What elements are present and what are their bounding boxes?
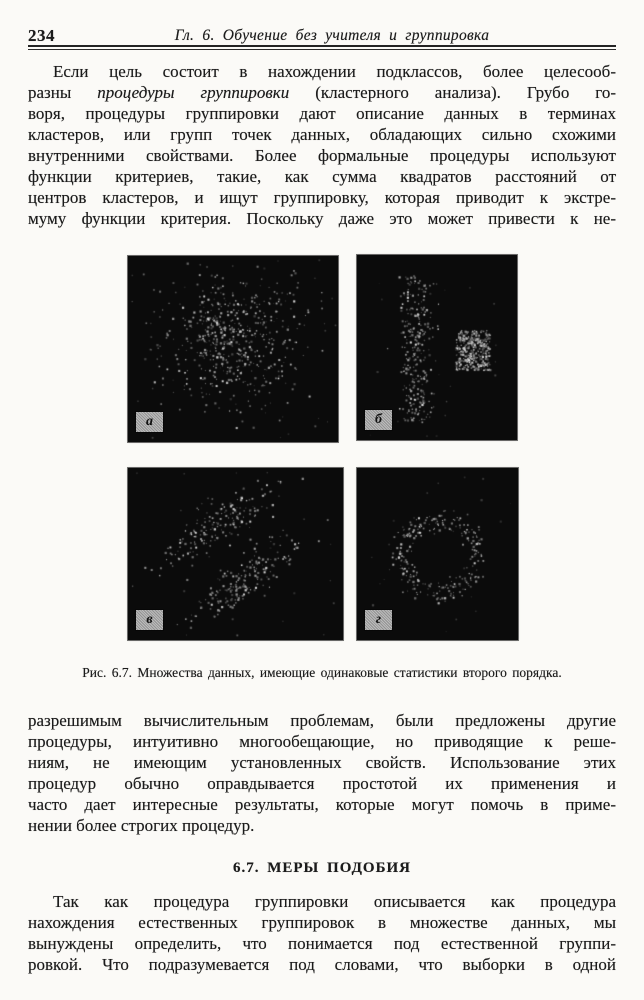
panel-label-a xyxy=(136,412,163,432)
text-line: процедуры, интуитивно многообещающие, но приводящие к реше- xyxy=(28,732,616,751)
panel-letter: б xyxy=(375,412,382,427)
panel-label-g xyxy=(365,610,392,630)
panel-letter: а xyxy=(146,414,153,429)
text-segment: (кластерного анализа). Грубо го- xyxy=(289,83,616,102)
scatter-panel-b xyxy=(357,255,517,440)
scatter-panel-v xyxy=(128,468,343,640)
panel-letter: г xyxy=(375,612,382,627)
text-line: разрешимым вычислительным проблемам, были предложены другие xyxy=(28,711,616,730)
section-heading: 6.7. МЕРЫ ПОДОБИЯ xyxy=(232,860,412,876)
paragraph-2 xyxy=(28,710,616,836)
text-line: часто дает интересные результаты, которые могут помочь в приме- xyxy=(28,795,616,814)
text-line: воря, процедуры группировки дают описание данных в терминах xyxy=(28,104,616,123)
text-line: вынуждены определить, что понимается под естественной группи- xyxy=(28,934,616,953)
text-line: функции критериев, такие, как сумма квадратов расстояний от xyxy=(28,167,616,186)
text-line: нахождения естественных группировок в множестве данных, мы xyxy=(28,913,616,932)
text-line xyxy=(28,82,616,103)
panel-letter: в xyxy=(146,612,153,627)
figure-caption: Рис. 6.7. Множества данных, имеющие одинаковые статистики второго порядка. xyxy=(82,665,562,680)
text-segment: разны xyxy=(28,83,98,102)
paragraph-3 xyxy=(28,891,616,975)
running-head: Гл. 6. Обучение без учителя и группировка xyxy=(174,27,490,44)
text-line: Если цель состоит в нахождении подклассов, более целесооб- xyxy=(53,62,616,81)
text-line: ровкой. Что подразумевается под словами, что выборки в одной xyxy=(28,955,616,974)
italic-term: процедуры группировки xyxy=(97,83,290,102)
text-line: центров кластеров, и ищут группировку, которая приводит к экстре- xyxy=(28,188,616,207)
text-line: Так как процедура группировки описывается как процедура xyxy=(53,892,616,911)
paragraph-1 xyxy=(28,61,616,229)
text-line: нении более строгих процедур. xyxy=(28,816,255,835)
page-number: 234 xyxy=(28,26,55,45)
text-line: внутренними свойствами. Более формальные процедуры используют xyxy=(28,146,616,165)
header-rule xyxy=(28,45,616,50)
text-line: процедур обычно оправдывается простотой их применения и xyxy=(28,774,616,793)
panel-label-v xyxy=(136,610,163,630)
scatter-panel-g xyxy=(357,468,518,640)
text-line: ниям, не имеющим установленных свойств. Использование этих xyxy=(28,753,616,772)
text-line: муму функции критерия. Поскольку даже это может привести к не- xyxy=(28,209,616,228)
scatter-panel-a xyxy=(128,256,338,442)
text-line: кластеров, или групп точек данных, обладающих сильно схожими xyxy=(28,125,616,144)
panel-label-b xyxy=(365,410,392,430)
